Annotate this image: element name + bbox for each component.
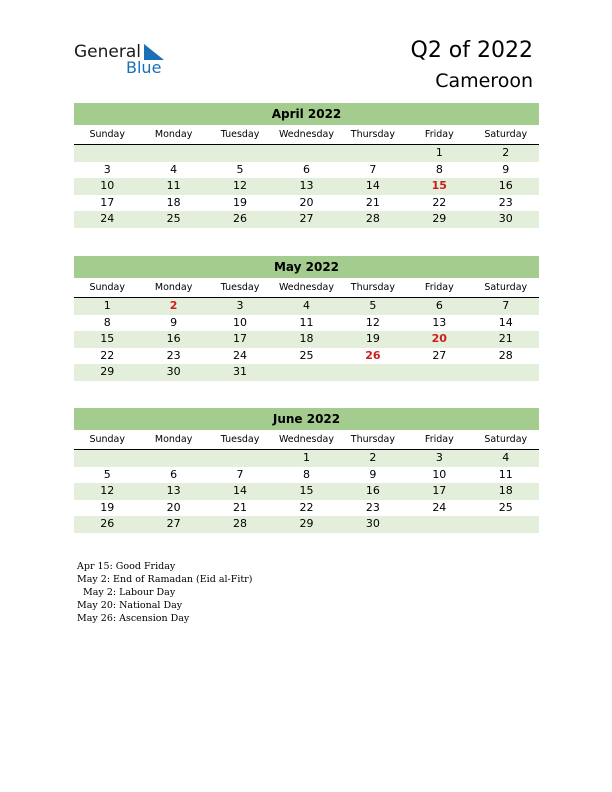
week-row bbox=[74, 450, 539, 467]
holiday-note: Apr 15: Good Friday bbox=[77, 561, 176, 572]
day-cell: 16 bbox=[365, 484, 380, 497]
day-cell: 18 bbox=[166, 195, 181, 209]
day-cell: 22 bbox=[299, 500, 314, 514]
day-cell: 22 bbox=[100, 348, 115, 362]
day-cell: 11 bbox=[166, 179, 181, 192]
day-cell: 7 bbox=[369, 162, 377, 176]
day-cell: 1 bbox=[302, 451, 310, 464]
weekday-label: Thursday bbox=[350, 129, 395, 140]
day-cell: 5 bbox=[369, 299, 377, 312]
week-row bbox=[74, 483, 539, 500]
weekday-label: Wednesday bbox=[278, 434, 334, 445]
day-cell: 14 bbox=[233, 484, 248, 497]
day-cell: 17 bbox=[100, 195, 115, 209]
day-cell: 13 bbox=[432, 315, 447, 329]
day-cell: 21 bbox=[233, 500, 248, 514]
day-cell bbox=[74, 450, 140, 467]
week-row bbox=[74, 162, 539, 179]
day-cell: 13 bbox=[299, 179, 314, 192]
day-cell: 14 bbox=[365, 179, 380, 192]
day-cell bbox=[340, 145, 406, 162]
day-cell: 9 bbox=[369, 467, 377, 481]
week-row bbox=[74, 298, 539, 315]
day-cell: 19 bbox=[100, 500, 115, 514]
day-cell bbox=[406, 364, 472, 381]
day-cell: 7 bbox=[236, 467, 244, 481]
day-cell: 8 bbox=[302, 467, 310, 481]
weekday-label: Thursday bbox=[350, 282, 395, 293]
day-cell: 6 bbox=[302, 162, 310, 176]
day-cell bbox=[140, 450, 206, 467]
holiday-day-cell: 2 bbox=[169, 299, 178, 312]
day-cell: 7 bbox=[502, 299, 510, 312]
day-cell: 8 bbox=[435, 162, 443, 176]
day-cell: 26 bbox=[100, 517, 115, 530]
day-cell: 25 bbox=[498, 500, 513, 514]
weekday-label: Thursday bbox=[350, 434, 395, 445]
holiday-note: May 2: End of Ramadan (Eid al-Fitr) bbox=[77, 574, 253, 585]
week-row bbox=[74, 315, 539, 332]
day-cell: 4 bbox=[302, 299, 310, 312]
day-cell: 17 bbox=[432, 484, 447, 497]
day-cell: 12 bbox=[365, 315, 380, 329]
day-cell: 19 bbox=[365, 332, 380, 345]
month-calendar bbox=[74, 103, 539, 228]
day-cell: 20 bbox=[299, 195, 314, 209]
day-cell bbox=[74, 145, 140, 162]
day-cell: 24 bbox=[100, 212, 115, 225]
day-cell bbox=[273, 145, 339, 162]
holiday-day-cell: 20 bbox=[431, 332, 447, 345]
week-row bbox=[74, 145, 539, 162]
week-row bbox=[74, 364, 539, 381]
weekday-label: Tuesday bbox=[220, 434, 260, 445]
day-cell: 5 bbox=[236, 162, 244, 176]
weekday-label: Tuesday bbox=[220, 282, 260, 293]
day-cell: 26 bbox=[233, 212, 248, 225]
day-cell bbox=[406, 516, 472, 533]
day-cell: 11 bbox=[498, 467, 513, 481]
day-cell: 12 bbox=[100, 484, 115, 497]
weekday-label: Sunday bbox=[89, 282, 125, 293]
month-title: June 2022 bbox=[74, 408, 539, 430]
day-cell: 24 bbox=[432, 500, 447, 514]
weekday-header-row bbox=[74, 278, 539, 298]
day-cell bbox=[207, 145, 273, 162]
week-row bbox=[74, 178, 539, 195]
weekday-label: Sunday bbox=[89, 434, 125, 445]
day-cell: 28 bbox=[365, 212, 380, 225]
day-cell: 1 bbox=[435, 146, 443, 159]
weekday-label: Friday bbox=[424, 129, 454, 140]
day-cell: 9 bbox=[170, 315, 178, 329]
day-cell: 29 bbox=[299, 517, 314, 530]
day-cell: 21 bbox=[498, 332, 513, 345]
day-cell: 5 bbox=[103, 467, 111, 481]
weekday-label: Friday bbox=[424, 282, 454, 293]
holiday-note: May 26: Ascension Day bbox=[77, 613, 190, 624]
weekday-label: Friday bbox=[424, 434, 454, 445]
country-name: Cameroon bbox=[435, 70, 533, 92]
day-cell: 23 bbox=[498, 195, 513, 209]
week-row bbox=[74, 500, 539, 517]
week-row bbox=[74, 467, 539, 484]
logo-blue-text: Blue bbox=[126, 58, 162, 77]
day-cell: 1 bbox=[103, 299, 111, 312]
page-title: Q2 of 2022 bbox=[410, 38, 533, 63]
month-title: May 2022 bbox=[74, 256, 539, 278]
day-cell: 30 bbox=[166, 365, 181, 378]
day-cell: 27 bbox=[432, 348, 447, 362]
day-cell: 14 bbox=[498, 315, 513, 329]
logo-general-text: General bbox=[74, 42, 141, 62]
day-cell: 31 bbox=[233, 365, 248, 378]
day-cell: 25 bbox=[166, 212, 181, 225]
day-cell: 10 bbox=[432, 467, 447, 481]
holiday-notes bbox=[77, 560, 252, 625]
day-cell: 3 bbox=[103, 162, 111, 176]
weekday-label: Saturday bbox=[484, 129, 528, 140]
holiday-note: May 2: Labour Day bbox=[77, 587, 176, 598]
day-cell bbox=[207, 450, 273, 467]
week-row bbox=[74, 348, 539, 365]
weekday-label: Wednesday bbox=[278, 282, 334, 293]
day-cell: 4 bbox=[170, 162, 178, 176]
weekday-label: Monday bbox=[154, 282, 193, 293]
day-cell bbox=[473, 364, 539, 381]
weekday-label: Saturday bbox=[484, 434, 528, 445]
weekday-label: Saturday bbox=[484, 282, 528, 293]
week-row bbox=[74, 211, 539, 228]
day-cell bbox=[140, 145, 206, 162]
day-cell: 2 bbox=[502, 146, 510, 159]
day-cell: 3 bbox=[236, 299, 244, 312]
day-cell: 28 bbox=[233, 517, 248, 530]
day-cell: 4 bbox=[502, 451, 510, 464]
weekday-label: Sunday bbox=[89, 129, 125, 140]
day-cell: 23 bbox=[166, 348, 181, 362]
day-cell: 30 bbox=[365, 517, 380, 530]
day-cell: 13 bbox=[166, 484, 181, 497]
holiday-note: May 20: National Day bbox=[77, 600, 183, 611]
day-cell bbox=[473, 516, 539, 533]
day-cell: 23 bbox=[365, 500, 380, 514]
day-cell: 9 bbox=[502, 162, 510, 176]
day-cell: 2 bbox=[369, 451, 377, 464]
logo bbox=[74, 42, 174, 78]
weekday-header-row bbox=[74, 430, 539, 450]
day-cell: 30 bbox=[498, 212, 513, 225]
day-cell: 16 bbox=[166, 332, 181, 345]
weekday-label: Monday bbox=[154, 434, 193, 445]
month-title: April 2022 bbox=[74, 103, 539, 125]
day-cell bbox=[273, 364, 339, 381]
day-cell: 15 bbox=[299, 484, 314, 497]
holiday-day-cell: 15 bbox=[431, 179, 447, 192]
day-cell: 25 bbox=[299, 348, 314, 362]
day-cell: 15 bbox=[100, 332, 115, 345]
day-cell: 28 bbox=[498, 348, 513, 362]
weekday-header-row bbox=[74, 125, 539, 145]
day-cell: 21 bbox=[365, 195, 380, 209]
day-cell: 3 bbox=[435, 451, 443, 464]
day-cell: 18 bbox=[299, 332, 314, 345]
day-cell bbox=[340, 364, 406, 381]
day-cell: 22 bbox=[432, 195, 447, 209]
day-cell: 10 bbox=[233, 315, 248, 329]
month-calendar bbox=[74, 256, 539, 381]
day-cell: 18 bbox=[498, 484, 513, 497]
day-cell: 29 bbox=[432, 212, 447, 225]
day-cell: 29 bbox=[100, 365, 115, 378]
week-row bbox=[74, 331, 539, 348]
day-cell: 6 bbox=[170, 467, 178, 481]
day-cell: 17 bbox=[233, 332, 248, 345]
day-cell: 10 bbox=[100, 179, 115, 192]
day-cell: 20 bbox=[166, 500, 181, 514]
day-cell: 19 bbox=[233, 195, 248, 209]
holiday-day-cell: 26 bbox=[365, 348, 381, 362]
weekday-label: Monday bbox=[154, 129, 193, 140]
week-row bbox=[74, 195, 539, 212]
week-row bbox=[74, 516, 539, 533]
day-cell: 27 bbox=[166, 517, 181, 530]
weekday-label: Wednesday bbox=[278, 129, 334, 140]
day-cell: 8 bbox=[103, 315, 111, 329]
day-cell: 12 bbox=[233, 179, 248, 192]
day-cell: 27 bbox=[299, 212, 314, 225]
month-calendar bbox=[74, 408, 539, 533]
day-cell: 6 bbox=[435, 299, 443, 312]
day-cell: 16 bbox=[498, 179, 513, 192]
day-cell: 11 bbox=[299, 315, 314, 329]
weekday-label: Tuesday bbox=[220, 129, 260, 140]
day-cell: 24 bbox=[233, 348, 248, 362]
